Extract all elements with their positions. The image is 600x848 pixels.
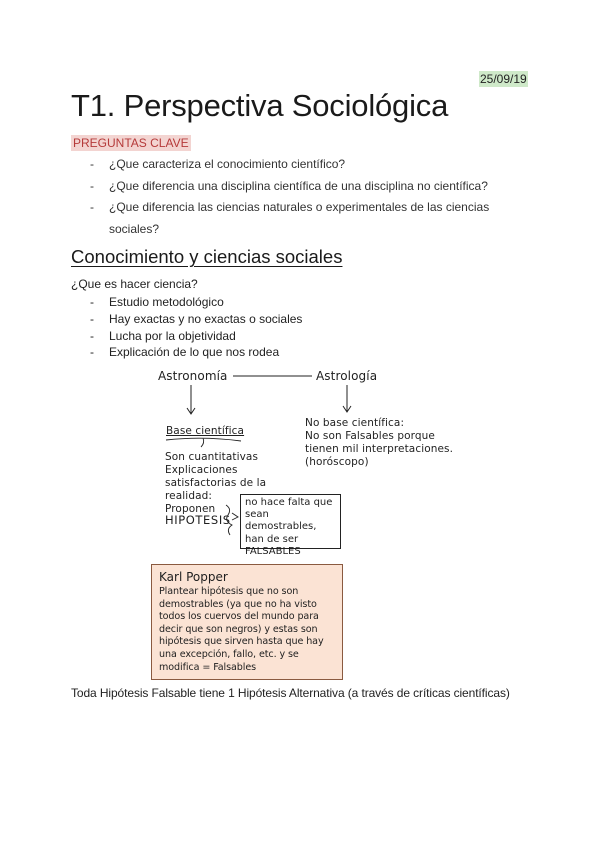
science-point-item: - Lucha por la objetividad [90, 328, 302, 345]
key-question-item: - ¿Que caracteriza el conocimiento científico? [90, 154, 530, 176]
arrow-down-right-icon [343, 385, 351, 412]
astronomy-label: Astronomía [158, 369, 228, 383]
page-title: T1. Perspectiva Sociológica [71, 88, 449, 123]
date-badge: 25/09/19 [480, 72, 527, 86]
popper-line: Plantear hipótesis que no son [159, 586, 299, 597]
base-point-line: Son cuantitativas [165, 451, 259, 463]
key-question-item: - ¿Que diferencia una disciplina científica de una disciplina no científica? [90, 176, 530, 198]
popper-line: demostrables (ya que no ha visto [159, 598, 317, 610]
no-base-line: tienen mil interpretaciones. [305, 443, 454, 455]
no-base-line: No son Falsables porque [305, 430, 435, 442]
section-title: Conocimiento y ciencias sociales [71, 246, 343, 267]
base-point-line: Explicaciones [165, 464, 238, 476]
base-point-line: satisfactorias de la [165, 477, 267, 489]
popper-line: una excepción, fallo, etc. y se [159, 648, 299, 660]
footer-note: Toda Hipótesis Falsable tiene 1 Hipótesis Alternativa (a través de críticas científicas) [71, 686, 510, 700]
popper-line: modifica = Falsables [159, 661, 257, 673]
brace-icon [166, 438, 241, 447]
no-base-line: (horóscopo) [305, 456, 369, 468]
science-point-item: - Explicación de lo que nos rodea [90, 344, 302, 361]
science-point-item: - Estudio metodológico [90, 294, 302, 311]
no-base-line: No base científica: [305, 417, 405, 429]
astrology-label: Astrología [316, 369, 378, 383]
no-base-note [305, 417, 453, 469]
hypothesis-label: HIPOTESIS [165, 513, 231, 527]
falsable-line: han de ser [245, 533, 299, 545]
falsable-line: FALSABLES [245, 545, 301, 557]
popper-line: todos los cuervos del mundo para [159, 611, 319, 623]
falsable-line: no hace falta que [245, 497, 333, 508]
popper-title: Karl Popper [159, 570, 228, 584]
key-question-item: - ¿Que diferencia las ciencias naturales o experimentales de las ciencias sociales? [90, 197, 530, 240]
popper-line: hipótesis que sirven hasta que hay [159, 636, 324, 648]
falsable-line: sean demostrables, [245, 509, 317, 533]
science-point-item: - Hay exactas y no exactas o sociales [90, 311, 302, 328]
base-point-line: realidad: [165, 490, 213, 502]
popper-box [151, 564, 343, 680]
falsable-note-box [240, 494, 341, 557]
base-point-line: Proponen [165, 503, 216, 515]
arrow-down-left-icon [187, 385, 195, 414]
popper-line: decir que son negros) y estas son [159, 623, 318, 635]
base-cientifica-label: Base científica [166, 425, 245, 437]
key-questions-label: PREGUNTAS CLAVE [73, 136, 189, 150]
popper-text [159, 586, 335, 674]
science-question: ¿Que es hacer ciencia? [71, 277, 198, 291]
